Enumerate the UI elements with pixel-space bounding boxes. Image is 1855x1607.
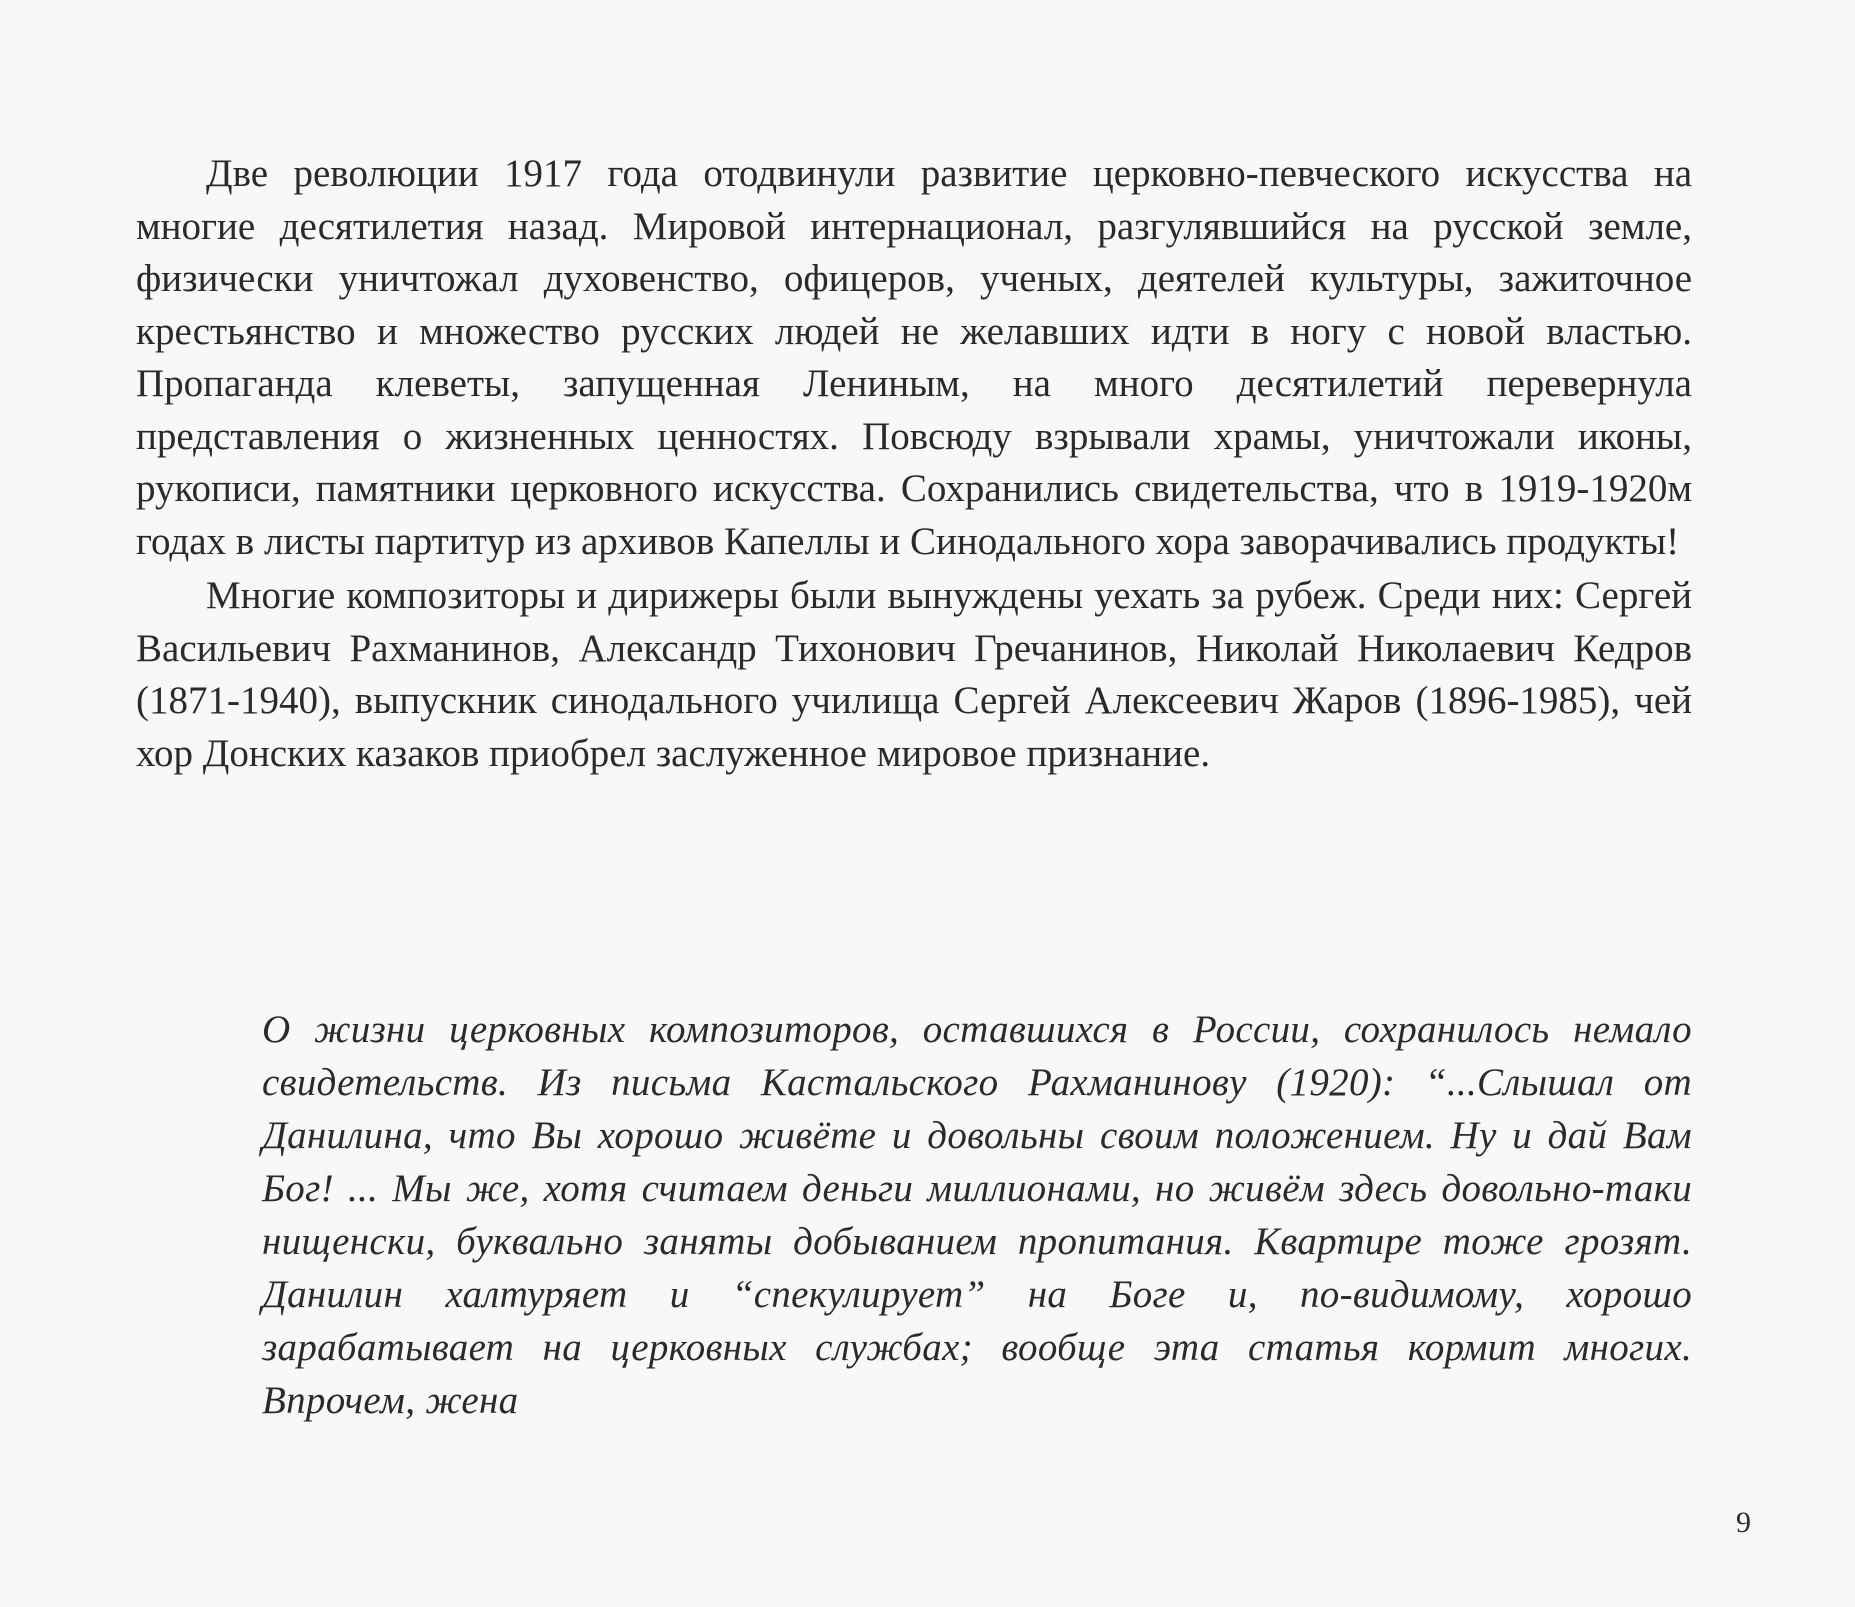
quote-block: О жизни церковных композиторов, оставшихся в России, сохранилось немало свидетельств. Из письма Кастальского Рахманинову (1920): “...Слышал от Данилина, что Вы хорошо живёте и довольны своим положением. Ну и дай Вам Бог! ... Мы же, хотя считаем деньги миллионами, но живём здесь довольно-таки нищенски, буквально заняты добыванием пропитания. Квартире тоже грозят. Данилин халтуряет и “спекулирует” на Боге и, по-видимому, хорошо зарабатывает на церковных службах; вообще эта статья кормит многих. Впрочем, жена [262,1008,1692,1422]
body-text [136,148,1692,780]
paragraph-emigration: Многие композиторы и дирижеры были вынуждены уехать за рубеж. Среди них: Сергей Васильевич Рахманинов, Александр Тихонович Гречанинов, Николай Николаевич Кедров (1871-1940), выпускник синодального училища Сергей Алексеевич Жаров (1896-1985), чей хор Донских казаков приобрел заслуженное мировое признание. [136,574,1692,775]
paragraph-revolutions: Две революции 1917 года отодвинули развитие церковно-певческого искусства на многие десятилетия назад. Мировой интернационал, разгулявшийся на русской земле, физически уничтожал духовенство, офицеров, ученых, деятелей культуры, зажиточное крестьянство и множество русских людей не желавших идти в ногу с новой властью. Пропаганда клеветы, запущенная Лениным, на много десятилетий перевернула представления о жизненных ценностях. Повсюду взрывали храмы, уничтожали иконы, рукописи, памятники церковного искусства. Сохранились свидетельства, что в 1919-1920м годах в листы партитур из архивов Капеллы и Синодального хора заворачивались продукты! [136,152,1692,563]
page-number: 9 [1736,1506,1751,1539]
